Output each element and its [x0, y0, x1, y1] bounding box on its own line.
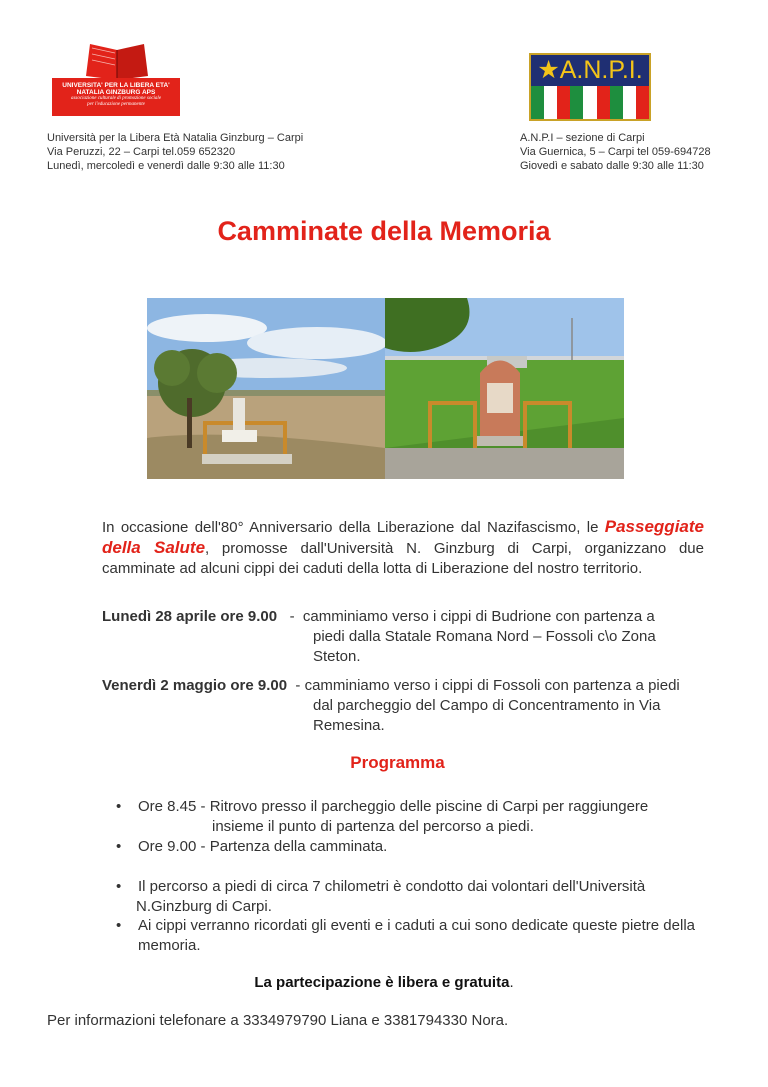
anpi-letters: A.N.P.I.: [559, 56, 643, 84]
logo-line: NATALIA GINZBURG APS: [76, 89, 156, 96]
org-hours: Lunedì, mercoledì e venerdì dalle 9:30 alle 11:30: [47, 160, 285, 172]
photo-right: [385, 298, 624, 479]
participation-text: La partecipazione è libera e gratuita: [254, 974, 510, 991]
bullet-icon: •: [116, 838, 122, 855]
event-item: [102, 607, 722, 667]
memorial-photos: [147, 298, 624, 479]
event-description: Remesina.: [313, 717, 385, 734]
italian-flag: [531, 86, 649, 119]
event-item: [102, 676, 722, 736]
logo-banner: [52, 78, 180, 116]
open-book-icon: [82, 42, 152, 82]
photo-left: [147, 298, 387, 479]
org-name: Università per la Libera Età Natalia Ginzburg – Carpi: [47, 132, 304, 144]
intro-highlight: Passeggiate della Salute: [102, 517, 704, 557]
list-item-text: insieme il punto di partenza del percorso a piedi.: [212, 818, 534, 835]
intro-text: , promosse dall'Università N. Ginzburg di Carpi, organizzano due camminate ad alcuni cippi dei caduti della lotta di Liberazione del nostro territorio.: [102, 540, 704, 577]
bullet-icon: •: [116, 798, 122, 815]
event-separator: -: [291, 677, 305, 694]
event-description: camminiamo verso i cippi di Fossoli con partenza a piedi: [304, 677, 680, 694]
logo-line: per l'educazione permanente: [87, 102, 145, 107]
event-separator: -: [281, 608, 303, 625]
universita-logo: [52, 42, 182, 117]
list-item-text: Il percorso a piedi di circa 7 chilometri è condotto dai volontari dell'Università: [138, 878, 646, 895]
participation-note: [0, 974, 768, 991]
bullet-icon: •: [116, 878, 122, 895]
event-description: camminiamo verso i cippi di Budrione con partenza a: [302, 608, 655, 625]
page-title: Camminate della Memoria: [217, 216, 551, 246]
header-right-info: [520, 131, 711, 173]
logo-line: associazione culturale di promozione sociale: [70, 96, 162, 101]
intro-text: In occasione dell'80° Anniversario della Liberazione dal Nazifascismo, le: [102, 519, 599, 536]
contact-info: Per informazioni telefonare a 3334979790 Liana e 3381794330 Nora.: [47, 1012, 509, 1029]
intro-paragraph: [102, 517, 704, 579]
event-description: piedi dalla Statale Romana Nord – Fossoli c\o Zona: [313, 628, 656, 645]
list-item-text: Ai cippi verranno ricordati gli eventi e i caduti a cui sono dedicate queste pietre della: [138, 917, 695, 934]
org-address: Via Guernica, 5 – Carpi tel 059-694728: [520, 146, 711, 158]
participation-end: .: [509, 974, 514, 991]
org-name: A.N.P.I – sezione di Carpi: [520, 132, 645, 144]
anpi-logo: [529, 53, 651, 121]
list-item-text: Ore 9.00 - Partenza della camminata.: [138, 838, 388, 855]
event-description: dal parcheggio del Campo di Concentramento in Via: [313, 697, 661, 714]
event-date: Lunedì 28 aprile ore 9.00: [102, 608, 278, 625]
star-icon: ★: [537, 56, 560, 84]
list-item-text: memoria.: [138, 937, 201, 954]
org-address: Via Peruzzi, 22 – Carpi tel.059 652320: [47, 146, 236, 158]
event-date: Venerdì 2 maggio ore 9.00: [102, 677, 288, 694]
event-description: Steton.: [313, 648, 361, 665]
anpi-logo-text: [531, 55, 649, 86]
list-item-text: N.Ginzburg di Carpi.: [136, 898, 272, 915]
logo-line: UNIVERSITA' PER LA LIBERA ETA': [62, 82, 170, 89]
org-hours: Giovedì e sabato dalle 9:30 alle 11:30: [520, 160, 704, 172]
section-title: Programma: [350, 753, 445, 772]
header-left-info: [47, 131, 303, 173]
list-item-text: Ore 8.45 - Ritrovo presso il parcheggio delle piscine di Carpi per raggiungere: [138, 798, 649, 815]
bullet-icon: •: [116, 917, 122, 934]
